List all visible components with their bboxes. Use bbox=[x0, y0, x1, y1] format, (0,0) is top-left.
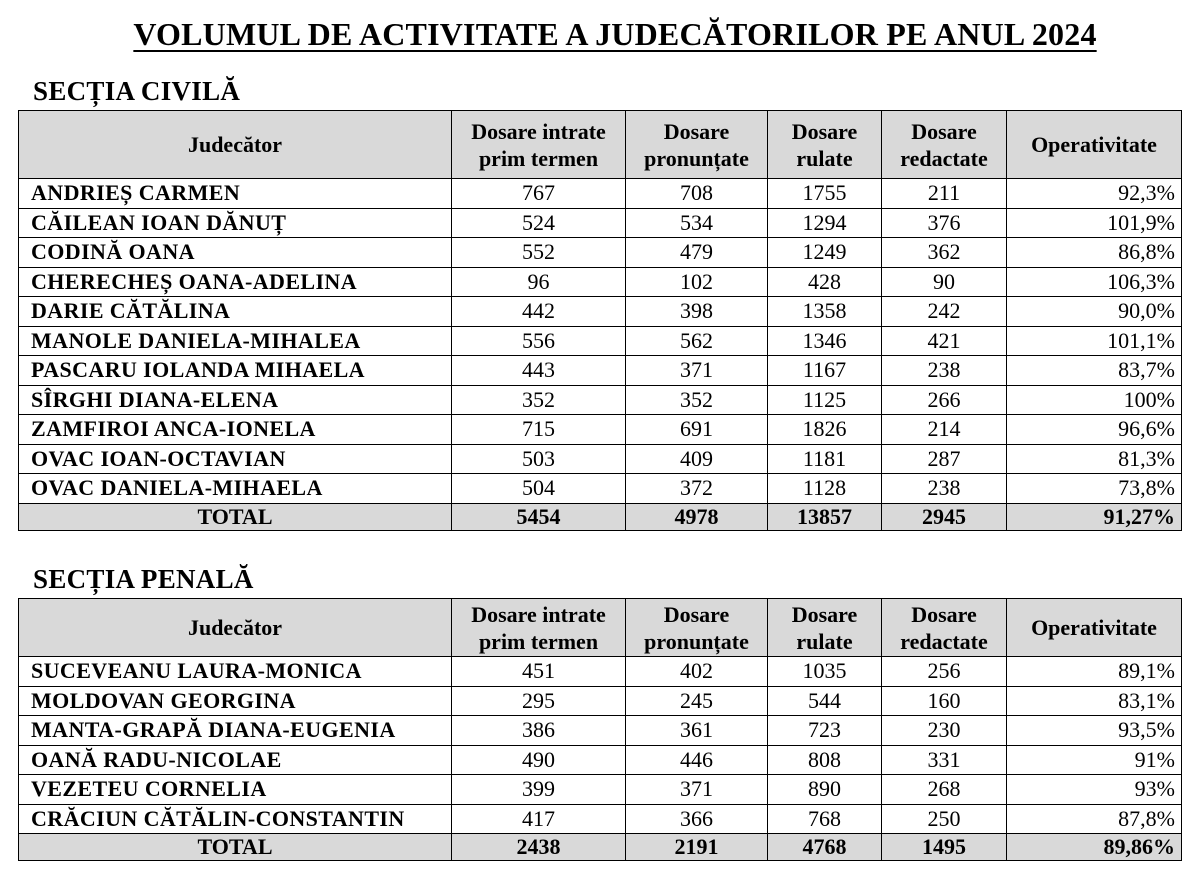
header-dosare-pronuntate: Dosare pronunțate bbox=[626, 111, 768, 179]
operativitate-cell: 91% bbox=[1007, 745, 1182, 775]
dosare-intrate-cell: 715 bbox=[452, 415, 626, 445]
table-row bbox=[19, 444, 1182, 474]
dosare-rulate-cell: 1181 bbox=[768, 444, 882, 474]
dosare-rulate-cell: 1167 bbox=[768, 356, 882, 386]
judge-name-cell: CĂILEAN IOAN DĂNUȚ bbox=[19, 208, 452, 238]
dosare-intrate-cell: 503 bbox=[452, 444, 626, 474]
dosare-rulate-cell: 890 bbox=[768, 775, 882, 805]
dosare-pronuntate-cell: 402 bbox=[626, 657, 768, 687]
dosare-redactate-cell: 268 bbox=[882, 775, 1007, 805]
table-row bbox=[19, 356, 1182, 386]
dosare-intrate-cell: 399 bbox=[452, 775, 626, 805]
dosare-redactate-cell: 362 bbox=[882, 238, 1007, 268]
dosare-rulate-cell: 1358 bbox=[768, 297, 882, 327]
dosare-rulate-cell: 1826 bbox=[768, 415, 882, 445]
dosare-redactate-cell: 238 bbox=[882, 474, 1007, 504]
total-rulate: 4768 bbox=[768, 834, 882, 861]
dosare-redactate-cell: 90 bbox=[882, 267, 1007, 297]
header-judecator: Judecător bbox=[19, 111, 452, 179]
dosare-intrate-cell: 556 bbox=[452, 326, 626, 356]
header-dosare-intrate: Dosare intrate prim termen bbox=[452, 599, 626, 657]
dosare-redactate-cell: 331 bbox=[882, 745, 1007, 775]
total-row bbox=[19, 834, 1182, 861]
dosare-redactate-cell: 214 bbox=[882, 415, 1007, 445]
dosare-redactate-cell: 376 bbox=[882, 208, 1007, 238]
header-dosare-rulate: Dosare rulate bbox=[768, 599, 882, 657]
dosare-redactate-cell: 266 bbox=[882, 385, 1007, 415]
total-redactate: 2945 bbox=[882, 503, 1007, 530]
dosare-pronuntate-cell: 371 bbox=[626, 356, 768, 386]
header-dosare-pronuntate: Dosare pronunțate bbox=[626, 599, 768, 657]
total-intrate: 5454 bbox=[452, 503, 626, 530]
total-pronuntate: 2191 bbox=[626, 834, 768, 861]
table-row bbox=[19, 804, 1182, 834]
dosare-pronuntate-cell: 245 bbox=[626, 686, 768, 716]
dosare-redactate-cell: 421 bbox=[882, 326, 1007, 356]
dosare-pronuntate-cell: 366 bbox=[626, 804, 768, 834]
page-title: VOLUMUL DE ACTIVITATE A JUDECĂTORILOR PE ANUL 2024 bbox=[133, 16, 1097, 52]
dosare-pronuntate-cell: 371 bbox=[626, 775, 768, 805]
total-row bbox=[19, 503, 1182, 530]
dosare-rulate-cell: 808 bbox=[768, 745, 882, 775]
header-dosare-redactate: Dosare redactate bbox=[882, 599, 1007, 657]
table-body-penala bbox=[19, 657, 1182, 834]
table-header-row bbox=[19, 111, 1182, 179]
table-row bbox=[19, 297, 1182, 327]
dosare-pronuntate-cell: 708 bbox=[626, 179, 768, 209]
dosare-pronuntate-cell: 691 bbox=[626, 415, 768, 445]
judge-name-cell: VEZETEU CORNELIA bbox=[19, 775, 452, 805]
judge-name-cell: CRĂCIUN CĂTĂLIN-CONSTANTIN bbox=[19, 804, 452, 834]
dosare-pronuntate-cell: 372 bbox=[626, 474, 768, 504]
total-label: TOTAL bbox=[19, 503, 452, 530]
dosare-redactate-cell: 230 bbox=[882, 716, 1007, 746]
table-row bbox=[19, 238, 1182, 268]
section-title-civila: SECȚIA CIVILĂ bbox=[33, 76, 241, 106]
dosare-pronuntate-cell: 398 bbox=[626, 297, 768, 327]
table-sectia-penala bbox=[18, 598, 1182, 861]
judge-name-cell: MOLDOVAN GEORGINA bbox=[19, 686, 452, 716]
dosare-redactate-cell: 242 bbox=[882, 297, 1007, 327]
dosare-rulate-cell: 1125 bbox=[768, 385, 882, 415]
operativitate-cell: 92,3% bbox=[1007, 179, 1182, 209]
operativitate-cell: 73,8% bbox=[1007, 474, 1182, 504]
operativitate-cell: 106,3% bbox=[1007, 267, 1182, 297]
total-operativitate: 91,27% bbox=[1007, 503, 1182, 530]
dosare-pronuntate-cell: 534 bbox=[626, 208, 768, 238]
operativitate-cell: 93% bbox=[1007, 775, 1182, 805]
judge-name-cell: OANĂ RADU-NICOLAE bbox=[19, 745, 452, 775]
operativitate-cell: 101,9% bbox=[1007, 208, 1182, 238]
dosare-pronuntate-cell: 361 bbox=[626, 716, 768, 746]
dosare-intrate-cell: 443 bbox=[452, 356, 626, 386]
table-row bbox=[19, 267, 1182, 297]
operativitate-cell: 100% bbox=[1007, 385, 1182, 415]
header-dosare-rulate: Dosare rulate bbox=[768, 111, 882, 179]
operativitate-cell: 87,8% bbox=[1007, 804, 1182, 834]
dosare-rulate-cell: 428 bbox=[768, 267, 882, 297]
table-row bbox=[19, 686, 1182, 716]
section-title-penala: SECȚIA PENALĂ bbox=[33, 564, 254, 594]
dosare-intrate-cell: 352 bbox=[452, 385, 626, 415]
table-sectia-civila bbox=[18, 110, 1182, 531]
dosare-intrate-cell: 451 bbox=[452, 657, 626, 687]
dosare-intrate-cell: 504 bbox=[452, 474, 626, 504]
header-judecator: Judecător bbox=[19, 599, 452, 657]
operativitate-cell: 86,8% bbox=[1007, 238, 1182, 268]
dosare-redactate-cell: 250 bbox=[882, 804, 1007, 834]
judge-name-cell: CODINĂ OANA bbox=[19, 238, 452, 268]
dosare-pronuntate-cell: 102 bbox=[626, 267, 768, 297]
dosare-intrate-cell: 417 bbox=[452, 804, 626, 834]
judge-name-cell: MANOLE DANIELA-MIHALEA bbox=[19, 326, 452, 356]
header-dosare-redactate: Dosare redactate bbox=[882, 111, 1007, 179]
table-row bbox=[19, 657, 1182, 687]
dosare-intrate-cell: 295 bbox=[452, 686, 626, 716]
operativitate-cell: 96,6% bbox=[1007, 415, 1182, 445]
header-dosare-intrate: Dosare intrate prim termen bbox=[452, 111, 626, 179]
dosare-redactate-cell: 287 bbox=[882, 444, 1007, 474]
operativitate-cell: 101,1% bbox=[1007, 326, 1182, 356]
operativitate-cell: 89,1% bbox=[1007, 657, 1182, 687]
header-operativitate: Operativitate bbox=[1007, 111, 1182, 179]
judge-name-cell: CHERECHEȘ OANA-ADELINA bbox=[19, 267, 452, 297]
dosare-rulate-cell: 1249 bbox=[768, 238, 882, 268]
table-row bbox=[19, 326, 1182, 356]
table-row bbox=[19, 474, 1182, 504]
dosare-rulate-cell: 1128 bbox=[768, 474, 882, 504]
operativitate-cell: 90,0% bbox=[1007, 297, 1182, 327]
total-label: TOTAL bbox=[19, 834, 452, 861]
judge-name-cell: OVAC DANIELA-MIHAELA bbox=[19, 474, 452, 504]
dosare-rulate-cell: 1755 bbox=[768, 179, 882, 209]
table-row bbox=[19, 775, 1182, 805]
table-row bbox=[19, 415, 1182, 445]
judge-name-cell: SÎRGHI DIANA-ELENA bbox=[19, 385, 452, 415]
operativitate-cell: 83,1% bbox=[1007, 686, 1182, 716]
operativitate-cell: 93,5% bbox=[1007, 716, 1182, 746]
total-redactate: 1495 bbox=[882, 834, 1007, 861]
dosare-intrate-cell: 96 bbox=[452, 267, 626, 297]
dosare-redactate-cell: 256 bbox=[882, 657, 1007, 687]
judge-name-cell: MANTA-GRAPĂ DIANA-EUGENIA bbox=[19, 716, 452, 746]
table-header-row bbox=[19, 599, 1182, 657]
dosare-rulate-cell: 1035 bbox=[768, 657, 882, 687]
total-rulate: 13857 bbox=[768, 503, 882, 530]
dosare-rulate-cell: 1346 bbox=[768, 326, 882, 356]
dosare-pronuntate-cell: 409 bbox=[626, 444, 768, 474]
judge-name-cell: ZAMFIROI ANCA-IONELA bbox=[19, 415, 452, 445]
dosare-redactate-cell: 160 bbox=[882, 686, 1007, 716]
dosare-pronuntate-cell: 479 bbox=[626, 238, 768, 268]
table-row bbox=[19, 208, 1182, 238]
judge-name-cell: DARIE CĂTĂLINA bbox=[19, 297, 452, 327]
operativitate-cell: 83,7% bbox=[1007, 356, 1182, 386]
dosare-redactate-cell: 238 bbox=[882, 356, 1007, 386]
dosare-intrate-cell: 552 bbox=[452, 238, 626, 268]
dosare-intrate-cell: 767 bbox=[452, 179, 626, 209]
operativitate-cell: 81,3% bbox=[1007, 444, 1182, 474]
dosare-rulate-cell: 1294 bbox=[768, 208, 882, 238]
dosare-rulate-cell: 723 bbox=[768, 716, 882, 746]
table-row bbox=[19, 716, 1182, 746]
table-row bbox=[19, 745, 1182, 775]
judge-name-cell: ANDRIEȘ CARMEN bbox=[19, 179, 452, 209]
table-row bbox=[19, 385, 1182, 415]
total-operativitate: 89,86% bbox=[1007, 834, 1182, 861]
judge-name-cell: SUCEVEANU LAURA-MONICA bbox=[19, 657, 452, 687]
dosare-redactate-cell: 211 bbox=[882, 179, 1007, 209]
total-intrate: 2438 bbox=[452, 834, 626, 861]
dosare-intrate-cell: 386 bbox=[452, 716, 626, 746]
table-row bbox=[19, 179, 1182, 209]
dosare-intrate-cell: 442 bbox=[452, 297, 626, 327]
dosare-pronuntate-cell: 562 bbox=[626, 326, 768, 356]
dosare-pronuntate-cell: 446 bbox=[626, 745, 768, 775]
dosare-rulate-cell: 768 bbox=[768, 804, 882, 834]
dosare-intrate-cell: 524 bbox=[452, 208, 626, 238]
total-pronuntate: 4978 bbox=[626, 503, 768, 530]
judge-name-cell: PASCARU IOLANDA MIHAELA bbox=[19, 356, 452, 386]
dosare-rulate-cell: 544 bbox=[768, 686, 882, 716]
table-body-civila bbox=[19, 179, 1182, 504]
dosare-intrate-cell: 490 bbox=[452, 745, 626, 775]
dosare-pronuntate-cell: 352 bbox=[626, 385, 768, 415]
judge-name-cell: OVAC IOAN-OCTAVIAN bbox=[19, 444, 452, 474]
header-operativitate: Operativitate bbox=[1007, 599, 1182, 657]
